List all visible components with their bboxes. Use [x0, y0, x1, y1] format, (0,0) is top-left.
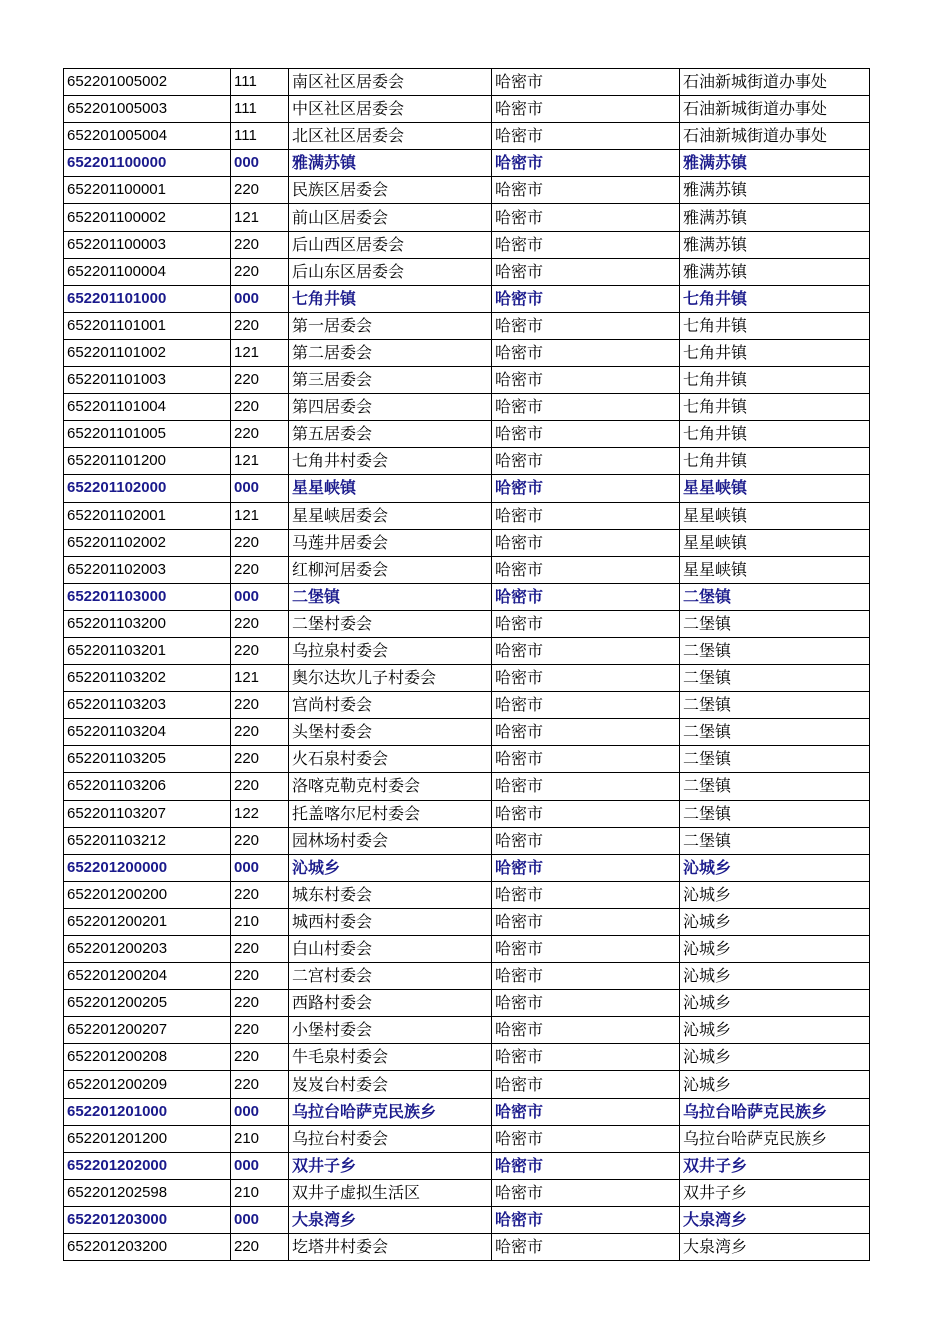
table-row — [64, 719, 870, 746]
name-cell: 头堡村委会 — [289, 719, 492, 746]
city-cell: 哈密市 — [492, 556, 680, 583]
city-cell: 哈密市 — [492, 204, 680, 231]
city-cell: 哈密市 — [492, 258, 680, 285]
table-row — [64, 394, 870, 421]
table-row-header — [64, 1098, 870, 1125]
city-cell: 哈密市 — [492, 692, 680, 719]
parent-cell: 沁城乡 — [680, 854, 870, 881]
name-cell: 火石泉村委会 — [289, 746, 492, 773]
parent-cell: 雅满苏镇 — [680, 150, 870, 177]
name-cell: 星星峡镇 — [289, 475, 492, 502]
code-cell: 652201203200 — [64, 1234, 231, 1261]
parent-cell: 石油新城街道办事处 — [680, 69, 870, 96]
parent-cell: 七角井镇 — [680, 367, 870, 394]
parent-cell: 大泉湾乡 — [680, 1206, 870, 1233]
name-cell: 城东村委会 — [289, 881, 492, 908]
city-cell: 哈密市 — [492, 96, 680, 123]
parent-cell: 双井子乡 — [680, 1179, 870, 1206]
table-row — [64, 1234, 870, 1261]
name-cell: 第一居委会 — [289, 312, 492, 339]
city-cell: 哈密市 — [492, 177, 680, 204]
table-row — [64, 800, 870, 827]
city-cell: 哈密市 — [492, 339, 680, 366]
city-cell: 哈密市 — [492, 610, 680, 637]
parent-cell: 七角井镇 — [680, 394, 870, 421]
code-cell: 652201200205 — [64, 990, 231, 1017]
class-code-cell: 220 — [231, 312, 289, 339]
code-cell: 652201202000 — [64, 1152, 231, 1179]
city-cell: 哈密市 — [492, 1206, 680, 1233]
code-cell: 652201200000 — [64, 854, 231, 881]
city-cell: 哈密市 — [492, 773, 680, 800]
class-code-cell: 220 — [231, 963, 289, 990]
name-cell: 二宫村委会 — [289, 963, 492, 990]
class-code-cell: 220 — [231, 610, 289, 637]
city-cell: 哈密市 — [492, 800, 680, 827]
table-row — [64, 231, 870, 258]
class-code-cell: 121 — [231, 339, 289, 366]
parent-cell: 二堡镇 — [680, 719, 870, 746]
city-cell: 哈密市 — [492, 394, 680, 421]
table-row-header — [64, 285, 870, 312]
code-cell: 652201200201 — [64, 908, 231, 935]
city-cell: 哈密市 — [492, 150, 680, 177]
city-cell: 哈密市 — [492, 637, 680, 664]
city-cell: 哈密市 — [492, 1044, 680, 1071]
code-cell: 652201202598 — [64, 1179, 231, 1206]
code-cell: 652201103206 — [64, 773, 231, 800]
class-code-cell: 000 — [231, 475, 289, 502]
parent-cell: 二堡镇 — [680, 637, 870, 664]
city-cell: 哈密市 — [492, 502, 680, 529]
city-cell: 哈密市 — [492, 529, 680, 556]
parent-cell: 二堡镇 — [680, 746, 870, 773]
parent-cell: 雅满苏镇 — [680, 258, 870, 285]
code-cell: 652201200208 — [64, 1044, 231, 1071]
code-cell: 652201101005 — [64, 421, 231, 448]
class-code-cell: 220 — [231, 881, 289, 908]
parent-cell: 七角井镇 — [680, 448, 870, 475]
code-cell: 652201100003 — [64, 231, 231, 258]
city-cell: 哈密市 — [492, 990, 680, 1017]
class-code-cell: 220 — [231, 719, 289, 746]
table-row-header — [64, 1206, 870, 1233]
parent-cell: 星星峡镇 — [680, 529, 870, 556]
city-cell: 哈密市 — [492, 1234, 680, 1261]
parent-cell: 二堡镇 — [680, 583, 870, 610]
name-cell: 乌拉台哈萨克民族乡 — [289, 1098, 492, 1125]
city-cell: 哈密市 — [492, 1098, 680, 1125]
class-code-cell: 121 — [231, 665, 289, 692]
code-cell: 652201103201 — [64, 637, 231, 664]
code-cell: 652201101004 — [64, 394, 231, 421]
table-row — [64, 204, 870, 231]
name-cell: 圪塔井村委会 — [289, 1234, 492, 1261]
code-cell: 652201005002 — [64, 69, 231, 96]
parent-cell: 沁城乡 — [680, 963, 870, 990]
city-cell: 哈密市 — [492, 1071, 680, 1098]
code-cell: 652201200209 — [64, 1071, 231, 1098]
class-code-cell: 220 — [231, 746, 289, 773]
name-cell: 沁城乡 — [289, 854, 492, 881]
parent-cell: 沁城乡 — [680, 1044, 870, 1071]
name-cell: 乌拉台村委会 — [289, 1125, 492, 1152]
class-code-cell: 220 — [231, 231, 289, 258]
code-cell: 652201200204 — [64, 963, 231, 990]
parent-cell: 七角井镇 — [680, 339, 870, 366]
class-code-cell: 210 — [231, 1179, 289, 1206]
class-code-cell: 220 — [231, 421, 289, 448]
class-code-cell: 220 — [231, 367, 289, 394]
table-row — [64, 1125, 870, 1152]
class-code-cell: 122 — [231, 800, 289, 827]
parent-cell: 乌拉台哈萨克民族乡 — [680, 1125, 870, 1152]
table-row — [64, 312, 870, 339]
city-cell: 哈密市 — [492, 1152, 680, 1179]
code-cell: 652201103000 — [64, 583, 231, 610]
city-cell: 哈密市 — [492, 69, 680, 96]
name-cell: 第四居委会 — [289, 394, 492, 421]
table-row — [64, 990, 870, 1017]
table-row-header — [64, 150, 870, 177]
code-cell: 652201200203 — [64, 936, 231, 963]
name-cell: 奥尔达坎儿子村委会 — [289, 665, 492, 692]
code-cell: 652201103212 — [64, 827, 231, 854]
parent-cell: 石油新城街道办事处 — [680, 123, 870, 150]
code-cell: 652201102001 — [64, 502, 231, 529]
city-cell: 哈密市 — [492, 448, 680, 475]
class-code-cell: 121 — [231, 204, 289, 231]
table-row — [64, 529, 870, 556]
city-cell: 哈密市 — [492, 285, 680, 312]
code-cell: 652201100000 — [64, 150, 231, 177]
city-cell: 哈密市 — [492, 367, 680, 394]
code-cell: 652201103202 — [64, 665, 231, 692]
parent-cell: 二堡镇 — [680, 800, 870, 827]
parent-cell: 二堡镇 — [680, 827, 870, 854]
table-row — [64, 367, 870, 394]
city-cell: 哈密市 — [492, 231, 680, 258]
name-cell: 洛喀克勒克村委会 — [289, 773, 492, 800]
parent-cell: 沁城乡 — [680, 908, 870, 935]
code-cell: 652201103204 — [64, 719, 231, 746]
class-code-cell: 000 — [231, 285, 289, 312]
code-cell: 652201201000 — [64, 1098, 231, 1125]
name-cell: 七角井村委会 — [289, 448, 492, 475]
class-code-cell: 111 — [231, 123, 289, 150]
division-code-table — [63, 68, 870, 1261]
code-cell: 652201102000 — [64, 475, 231, 502]
table-row — [64, 339, 870, 366]
class-code-cell: 000 — [231, 854, 289, 881]
parent-cell: 沁城乡 — [680, 881, 870, 908]
code-cell: 652201103207 — [64, 800, 231, 827]
parent-cell: 沁城乡 — [680, 990, 870, 1017]
name-cell: 双井子虚拟生活区 — [289, 1179, 492, 1206]
city-cell: 哈密市 — [492, 312, 680, 339]
parent-cell: 七角井镇 — [680, 312, 870, 339]
city-cell: 哈密市 — [492, 963, 680, 990]
table-row — [64, 746, 870, 773]
table-row — [64, 936, 870, 963]
city-cell: 哈密市 — [492, 881, 680, 908]
code-cell: 652201101003 — [64, 367, 231, 394]
class-code-cell: 111 — [231, 69, 289, 96]
name-cell: 二堡镇 — [289, 583, 492, 610]
class-code-cell: 220 — [231, 1017, 289, 1044]
parent-cell: 七角井镇 — [680, 421, 870, 448]
name-cell: 托盖喀尔尼村委会 — [289, 800, 492, 827]
code-cell: 652201102002 — [64, 529, 231, 556]
class-code-cell: 000 — [231, 583, 289, 610]
parent-cell: 星星峡镇 — [680, 556, 870, 583]
class-code-cell: 220 — [231, 394, 289, 421]
name-cell: 雅满苏镇 — [289, 150, 492, 177]
name-cell: 岌岌台村委会 — [289, 1071, 492, 1098]
table-row — [64, 69, 870, 96]
code-cell: 652201101000 — [64, 285, 231, 312]
class-code-cell: 000 — [231, 150, 289, 177]
table-row — [64, 1017, 870, 1044]
table-row-header — [64, 475, 870, 502]
code-cell: 652201103203 — [64, 692, 231, 719]
class-code-cell: 220 — [231, 177, 289, 204]
table-row — [64, 177, 870, 204]
table-row — [64, 773, 870, 800]
city-cell: 哈密市 — [492, 123, 680, 150]
name-cell: 白山村委会 — [289, 936, 492, 963]
city-cell: 哈密市 — [492, 421, 680, 448]
table-row — [64, 610, 870, 637]
city-cell: 哈密市 — [492, 936, 680, 963]
city-cell: 哈密市 — [492, 746, 680, 773]
class-code-cell: 220 — [231, 692, 289, 719]
table-row — [64, 96, 870, 123]
name-cell: 城西村委会 — [289, 908, 492, 935]
code-cell: 652201100004 — [64, 258, 231, 285]
city-cell: 哈密市 — [492, 475, 680, 502]
class-code-cell: 220 — [231, 936, 289, 963]
parent-cell: 雅满苏镇 — [680, 231, 870, 258]
parent-cell: 二堡镇 — [680, 773, 870, 800]
name-cell: 第三居委会 — [289, 367, 492, 394]
name-cell: 第五居委会 — [289, 421, 492, 448]
class-code-cell: 220 — [231, 529, 289, 556]
parent-cell: 雅满苏镇 — [680, 177, 870, 204]
parent-cell: 沁城乡 — [680, 936, 870, 963]
table-row — [64, 665, 870, 692]
city-cell: 哈密市 — [492, 827, 680, 854]
class-code-cell: 220 — [231, 258, 289, 285]
class-code-cell: 121 — [231, 448, 289, 475]
table-row-header — [64, 1152, 870, 1179]
class-code-cell: 210 — [231, 1125, 289, 1152]
table-row — [64, 1179, 870, 1206]
name-cell: 马莲井居委会 — [289, 529, 492, 556]
class-code-cell: 220 — [231, 556, 289, 583]
city-cell: 哈密市 — [492, 1179, 680, 1206]
city-cell: 哈密市 — [492, 1017, 680, 1044]
class-code-cell: 220 — [231, 990, 289, 1017]
class-code-cell: 220 — [231, 637, 289, 664]
city-cell: 哈密市 — [492, 908, 680, 935]
parent-cell: 大泉湾乡 — [680, 1234, 870, 1261]
table-body — [64, 69, 870, 1261]
name-cell: 宫尚村委会 — [289, 692, 492, 719]
city-cell: 哈密市 — [492, 719, 680, 746]
class-code-cell: 210 — [231, 908, 289, 935]
name-cell: 小堡村委会 — [289, 1017, 492, 1044]
code-cell: 652201201200 — [64, 1125, 231, 1152]
class-code-cell: 220 — [231, 1071, 289, 1098]
table-row — [64, 123, 870, 150]
class-code-cell: 111 — [231, 96, 289, 123]
table-row — [64, 556, 870, 583]
parent-cell: 星星峡镇 — [680, 475, 870, 502]
name-cell: 后山东区居委会 — [289, 258, 492, 285]
code-cell: 652201100001 — [64, 177, 231, 204]
table-row — [64, 1044, 870, 1071]
table-row — [64, 502, 870, 529]
name-cell: 后山西区居委会 — [289, 231, 492, 258]
code-cell: 652201101200 — [64, 448, 231, 475]
name-cell: 牛毛泉村委会 — [289, 1044, 492, 1071]
code-cell: 652201100002 — [64, 204, 231, 231]
parent-cell: 雅满苏镇 — [680, 204, 870, 231]
class-code-cell: 000 — [231, 1152, 289, 1179]
parent-cell: 二堡镇 — [680, 692, 870, 719]
name-cell: 红柳河居委会 — [289, 556, 492, 583]
name-cell: 二堡村委会 — [289, 610, 492, 637]
parent-cell: 星星峡镇 — [680, 502, 870, 529]
city-cell: 哈密市 — [492, 854, 680, 881]
table-row — [64, 692, 870, 719]
code-cell: 652201101001 — [64, 312, 231, 339]
code-cell: 652201200207 — [64, 1017, 231, 1044]
name-cell: 民族区居委会 — [289, 177, 492, 204]
city-cell: 哈密市 — [492, 583, 680, 610]
table-row — [64, 421, 870, 448]
table-row — [64, 881, 870, 908]
parent-cell: 七角井镇 — [680, 285, 870, 312]
table-row — [64, 963, 870, 990]
name-cell: 前山区居委会 — [289, 204, 492, 231]
table-row — [64, 258, 870, 285]
parent-cell: 双井子乡 — [680, 1152, 870, 1179]
code-cell: 652201101002 — [64, 339, 231, 366]
table-row-header — [64, 854, 870, 881]
code-cell: 652201005004 — [64, 123, 231, 150]
name-cell: 星星峡居委会 — [289, 502, 492, 529]
city-cell: 哈密市 — [492, 665, 680, 692]
class-code-cell: 000 — [231, 1206, 289, 1233]
code-cell: 652201103200 — [64, 610, 231, 637]
table-row — [64, 1071, 870, 1098]
class-code-cell: 220 — [231, 1044, 289, 1071]
code-cell: 652201103205 — [64, 746, 231, 773]
code-cell: 652201200200 — [64, 881, 231, 908]
name-cell: 园林场村委会 — [289, 827, 492, 854]
parent-cell: 沁城乡 — [680, 1017, 870, 1044]
code-cell: 652201102003 — [64, 556, 231, 583]
table-row — [64, 827, 870, 854]
parent-cell: 二堡镇 — [680, 665, 870, 692]
parent-cell: 乌拉台哈萨克民族乡 — [680, 1098, 870, 1125]
class-code-cell: 121 — [231, 502, 289, 529]
code-cell: 652201203000 — [64, 1206, 231, 1233]
class-code-cell: 220 — [231, 773, 289, 800]
name-cell: 南区社区居委会 — [289, 69, 492, 96]
name-cell: 中区社区居委会 — [289, 96, 492, 123]
table-row — [64, 637, 870, 664]
name-cell: 七角井镇 — [289, 285, 492, 312]
parent-cell: 二堡镇 — [680, 610, 870, 637]
name-cell: 乌拉泉村委会 — [289, 637, 492, 664]
class-code-cell: 220 — [231, 827, 289, 854]
table-row — [64, 908, 870, 935]
name-cell: 双井子乡 — [289, 1152, 492, 1179]
name-cell: 西路村委会 — [289, 990, 492, 1017]
parent-cell: 沁城乡 — [680, 1071, 870, 1098]
parent-cell: 石油新城街道办事处 — [680, 96, 870, 123]
city-cell: 哈密市 — [492, 1125, 680, 1152]
table-row-header — [64, 583, 870, 610]
table-row — [64, 448, 870, 475]
name-cell: 第二居委会 — [289, 339, 492, 366]
code-cell: 652201005003 — [64, 96, 231, 123]
class-code-cell: 000 — [231, 1098, 289, 1125]
name-cell: 北区社区居委会 — [289, 123, 492, 150]
name-cell: 大泉湾乡 — [289, 1206, 492, 1233]
class-code-cell: 220 — [231, 1234, 289, 1261]
